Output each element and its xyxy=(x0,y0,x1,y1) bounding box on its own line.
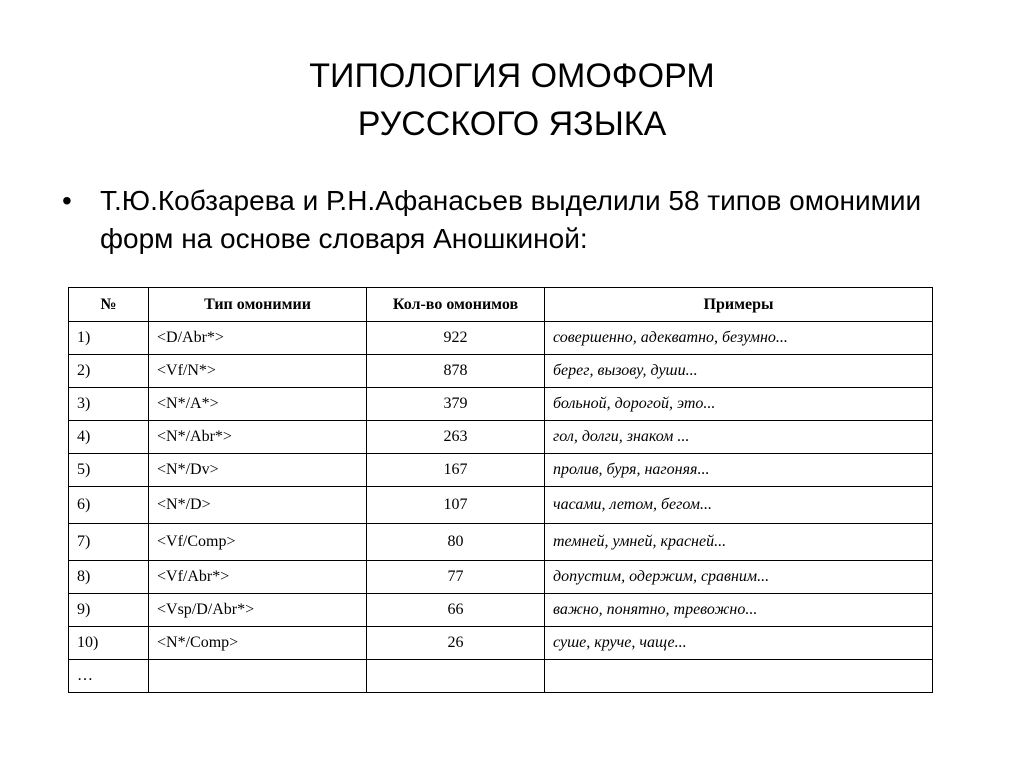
row-number: 10) xyxy=(69,627,149,660)
row-examples: темней, умней, красней... xyxy=(545,524,933,561)
row-count xyxy=(367,660,545,693)
row-number: 4) xyxy=(69,421,149,454)
row-number: … xyxy=(69,660,149,693)
row-count: 263 xyxy=(367,421,545,454)
row-number: 5) xyxy=(69,454,149,487)
row-examples: совершенно, адекватно, безумно... xyxy=(545,322,933,355)
row-count: 80 xyxy=(367,524,545,561)
row-type: <Vf/Comp> xyxy=(149,524,367,561)
row-type: <N*/A*> xyxy=(149,388,367,421)
row-examples xyxy=(545,660,933,693)
homonymy-table xyxy=(68,287,933,693)
table-row xyxy=(69,487,933,524)
row-number: 1) xyxy=(69,322,149,355)
table-row xyxy=(69,388,933,421)
row-examples: гол, долги, знаком ... xyxy=(545,421,933,454)
header-type: Тип омонимии xyxy=(149,288,367,322)
row-examples: часами, летом, бегом... xyxy=(545,487,933,524)
header-number: № xyxy=(69,288,149,322)
row-number: 6) xyxy=(69,487,149,524)
slide-title xyxy=(0,52,1024,148)
header-examples: Примеры xyxy=(545,288,933,322)
row-count: 167 xyxy=(367,454,545,487)
row-number: 2) xyxy=(69,355,149,388)
table-row xyxy=(69,524,933,561)
row-number: 7) xyxy=(69,524,149,561)
row-count: 107 xyxy=(367,487,545,524)
row-type: <D/Abr*> xyxy=(149,322,367,355)
slide-title-line-1: ТИПОЛОГИЯ ОМОФОРМ xyxy=(309,57,715,95)
row-type xyxy=(149,660,367,693)
row-count: 922 xyxy=(367,322,545,355)
table-row xyxy=(69,627,933,660)
bullet-text: Т.Ю.Кобзарева и Р.Н.Афанасьев выделили 58 типов омонимии форм на основе словаря Аношкиной: xyxy=(100,185,922,254)
row-examples: пролив, буря, нагоняя... xyxy=(545,454,933,487)
row-type: <Vsp/D/Abr*> xyxy=(149,594,367,627)
table-header-row xyxy=(69,288,933,322)
row-count: 878 xyxy=(367,355,545,388)
row-type: <Vf/Abr*> xyxy=(149,561,367,594)
row-count: 26 xyxy=(367,627,545,660)
row-type: <Vf/N*> xyxy=(149,355,367,388)
table-row xyxy=(69,322,933,355)
table-row xyxy=(69,594,933,627)
header-count: Кол-во омонимов xyxy=(367,288,545,322)
row-examples: важно, понятно, тревожно... xyxy=(545,594,933,627)
row-examples: допустим, одержим, сравним... xyxy=(545,561,933,594)
row-type: <N*/Dv> xyxy=(149,454,367,487)
row-type: <N*/Abr*> xyxy=(149,421,367,454)
table-row xyxy=(69,660,933,693)
row-number: 8) xyxy=(69,561,149,594)
slide-title-line-2: РУССКОГО ЯЗЫКА xyxy=(357,105,667,143)
row-type: <N*/D> xyxy=(149,487,367,524)
table-row xyxy=(69,561,933,594)
row-count: 66 xyxy=(367,594,545,627)
table-row xyxy=(69,454,933,487)
row-examples: берег, вызову, души... xyxy=(545,355,933,388)
row-count: 77 xyxy=(367,561,545,594)
row-number: 3) xyxy=(69,388,149,421)
row-examples: суше, круче, чаще... xyxy=(545,627,933,660)
table-row xyxy=(69,355,933,388)
row-type: <N*/Comp> xyxy=(149,627,367,660)
row-count: 379 xyxy=(367,388,545,421)
row-number: 9) xyxy=(69,594,149,627)
row-examples: больной, дорогой, это... xyxy=(545,388,933,421)
bullet-icon: • xyxy=(62,185,72,216)
table-row xyxy=(69,421,933,454)
